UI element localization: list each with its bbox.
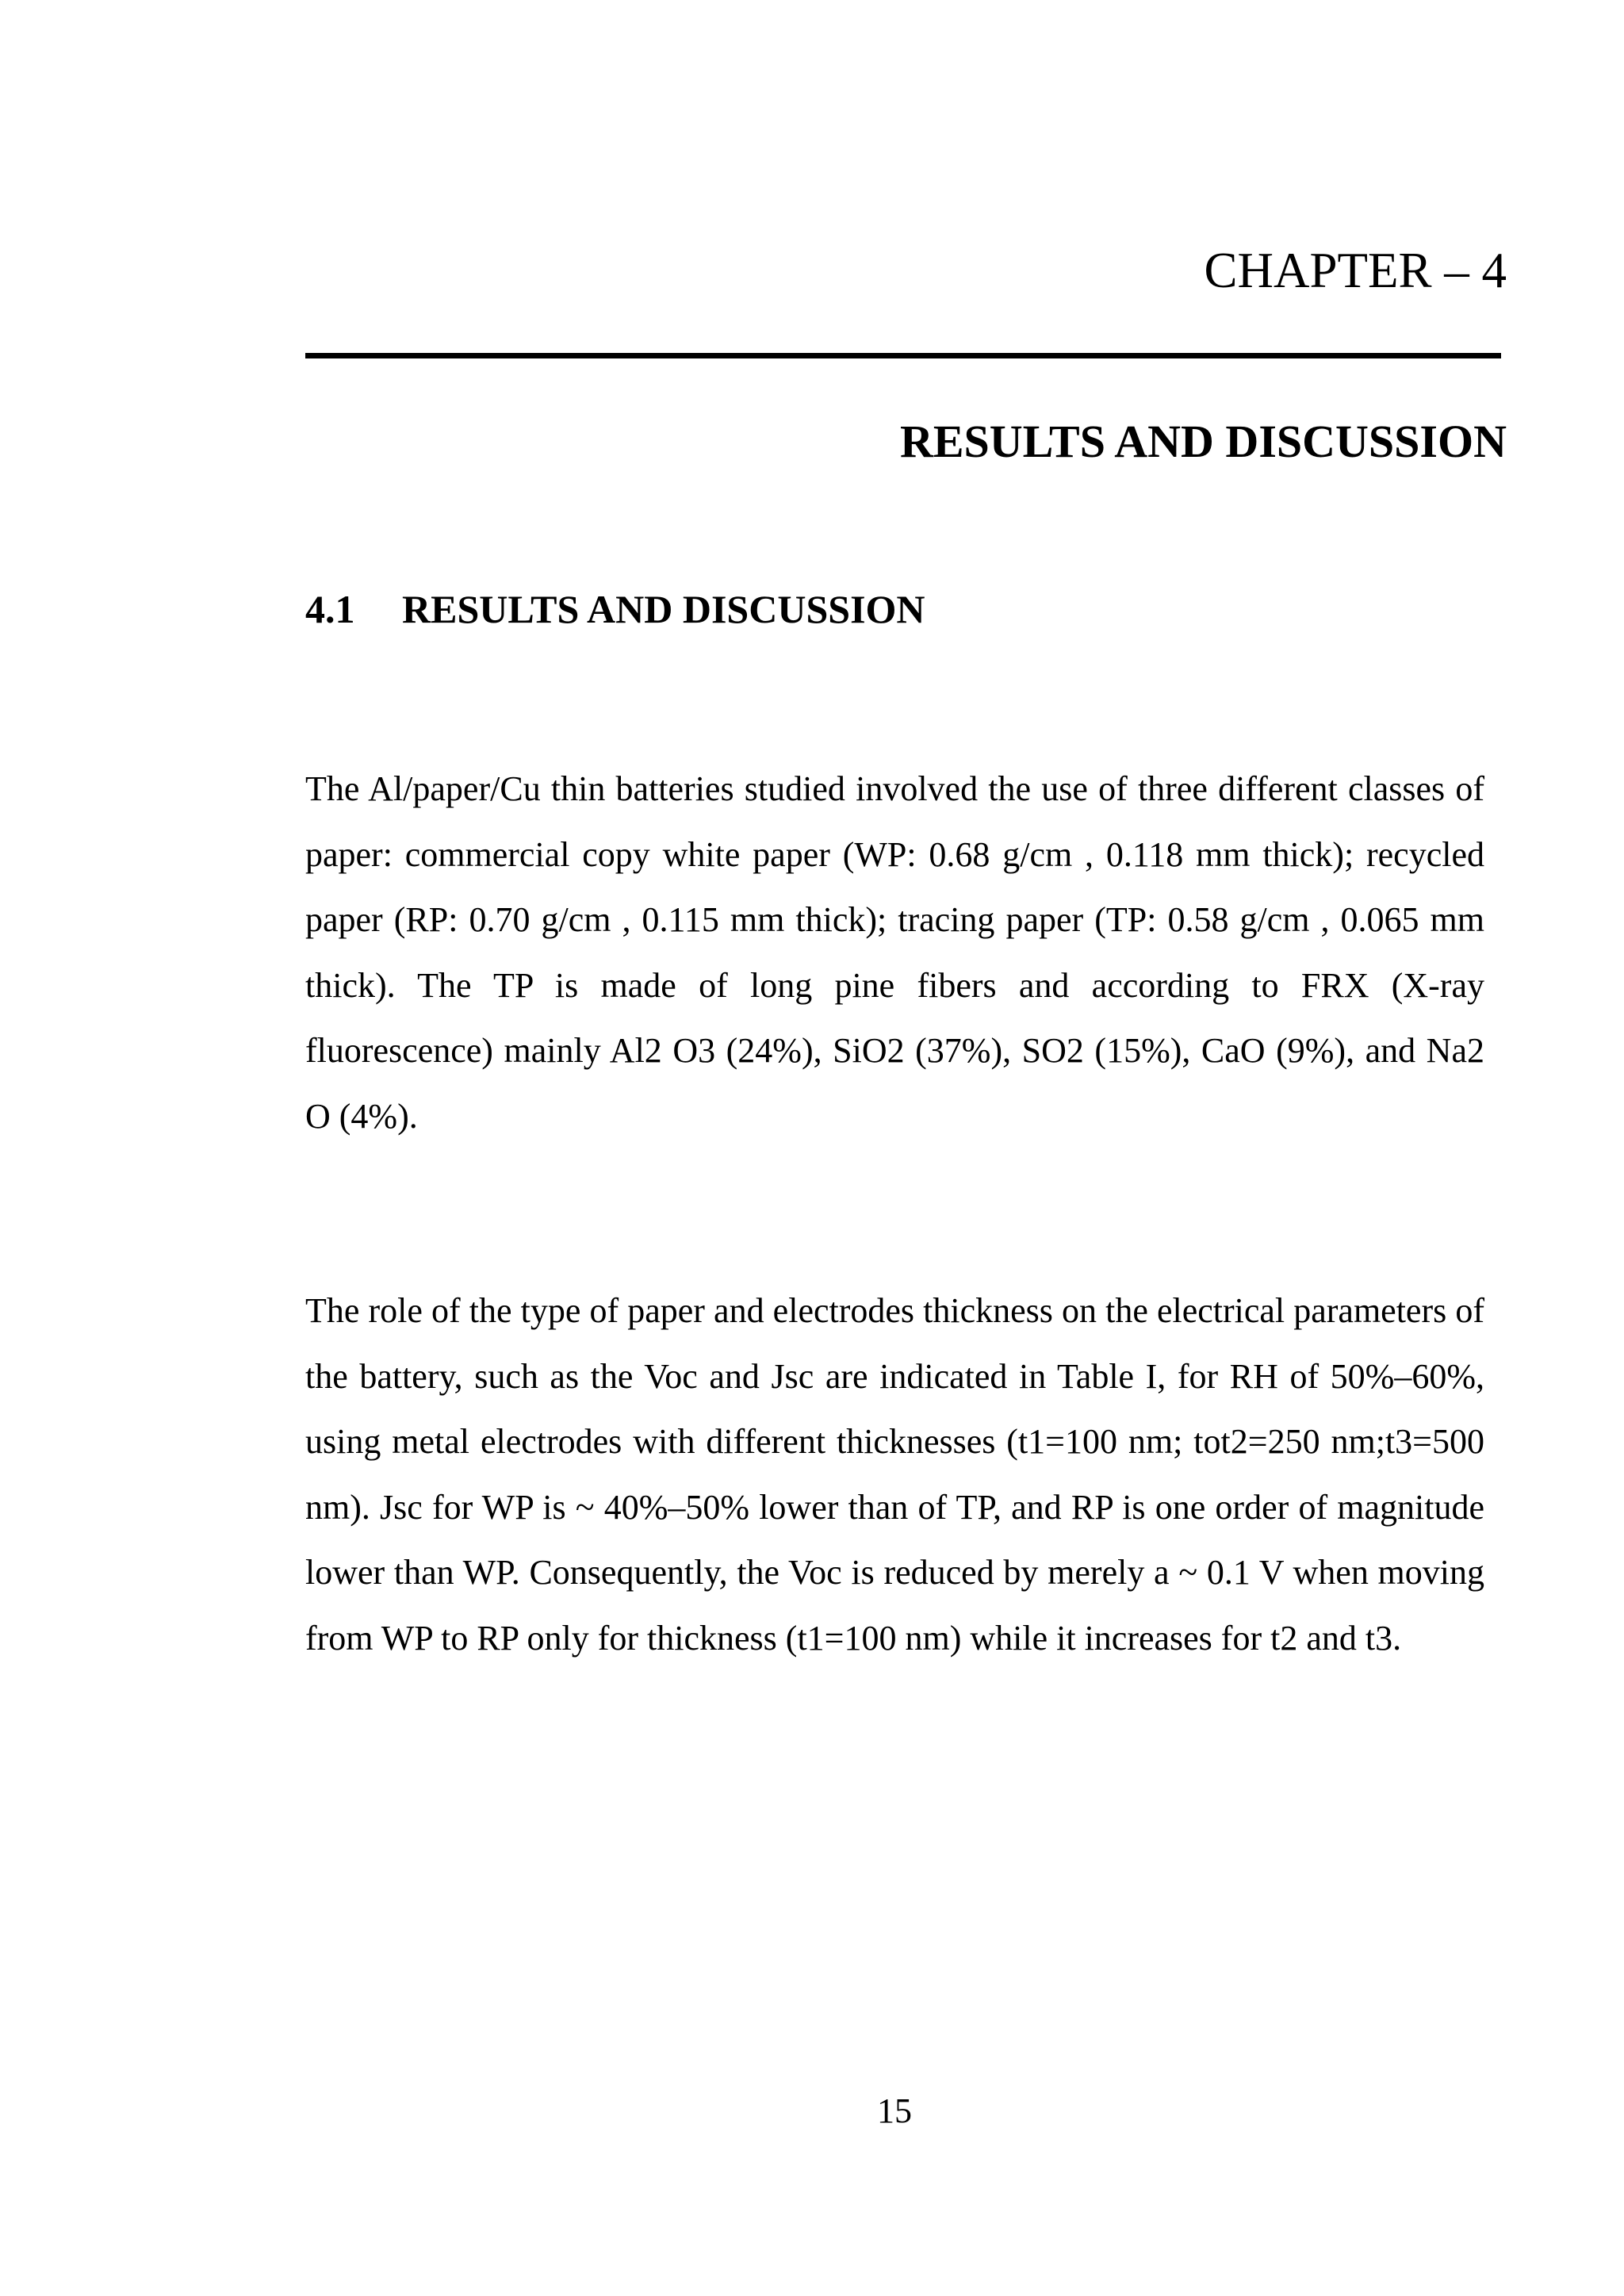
page-number: 15	[877, 2091, 912, 2130]
body-paragraph-2: The role of the type of paper and electrodes thickness on the electrical parameters of the battery, such as the Voc and Jsc are indicated in Table I, for RH of 50%–60%, using metal electrodes with different thicknesses (t1=100 nm; tot2=250 nm;t3=500 nm). Jsc for WP is ~ 40%–50% lower than of TP, and RP is one order of magnitude lower than WP. Consequently, the Voc is reduced by merely a ~ 0.1 V when moving from WP to RP only for thickness (t1=100 nm) while it increases for t2 and t3.	[305, 1291, 1484, 1658]
chapter-title: RESULTS AND DISCUSSION	[899, 416, 1507, 467]
section-title: RESULTS AND DISCUSSION	[402, 587, 925, 631]
chapter-label: CHAPTER – 4	[1204, 243, 1507, 298]
section-heading	[305, 589, 925, 629]
section-number: 4.1	[305, 587, 355, 631]
body-paragraph-1: The Al/paper/Cu thin batteries studied involved the use of three different classes of paper: commercial copy white paper (WP: 0.68 g/cm , 0.118 mm thick); recycled paper (RP: 0.70 g/cm , 0.115 mm thick); tracing paper (TP: 0.58 g/cm , 0.065 mm thick). The TP is made of long pine fibers and according to FRX (X-ray fluorescence) mainly Al2 O3 (24%), SiO2 (37%), SO2 (15%), CaO (9%), and Na2 O (4%).	[305, 769, 1484, 1136]
chapter-rule	[305, 353, 1501, 358]
